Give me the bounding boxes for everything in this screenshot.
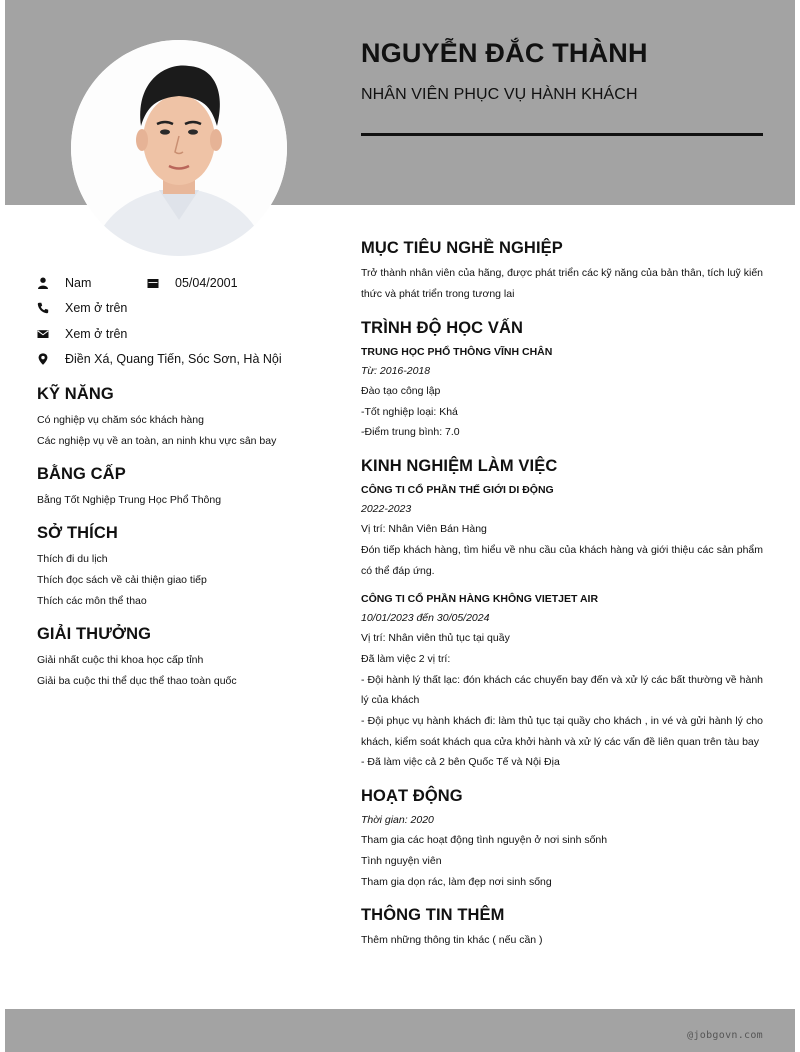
contact-row-phone bbox=[37, 296, 327, 322]
left-column bbox=[37, 270, 327, 692]
person-icon bbox=[37, 277, 49, 289]
right-column bbox=[361, 239, 763, 965]
job-line: - Đã làm việc cả 2 bên Quốc Tế và Nội Địa bbox=[361, 756, 560, 769]
skills-title: KỸ NĂNG bbox=[37, 385, 114, 403]
calendar-icon bbox=[147, 277, 159, 289]
activity-line: Tham gia dọn rác, làm đẹp nơi sinh sống bbox=[361, 875, 552, 888]
extra-section bbox=[361, 906, 763, 951]
address-value: Điền Xá, Quang Tiến, Sóc Sơn, Hà Nội bbox=[65, 352, 282, 367]
awards-title: GIẢI THƯỞNG bbox=[37, 625, 152, 643]
birthday-value: 05/04/2001 bbox=[175, 275, 238, 290]
school-name: TRUNG HỌC PHỔ THÔNG VĨNH CHÂN bbox=[361, 346, 553, 358]
certificate-item: Bằng Tốt Nghiệp Trung Học Phổ Thông bbox=[37, 494, 222, 506]
objective-section bbox=[361, 239, 763, 305]
certificates-title: BẰNG CẤP bbox=[37, 465, 126, 483]
objective-title: MỤC TIÊU NGHỀ NGHIỆP bbox=[361, 239, 563, 257]
award-item: Giải nhất cuộc thi khoa học cấp tỉnh bbox=[37, 654, 204, 666]
education-line: -Điểm trung bình: 7.0 bbox=[361, 426, 460, 439]
skill-item: Có nghiệp vụ chăm sóc khách hàng bbox=[37, 414, 204, 426]
education-period: Từ: 2016-2018 bbox=[361, 365, 431, 377]
hobbies-section bbox=[37, 524, 327, 612]
job-line: - Đội phục vụ hành khách đi: làm thủ tục tại quầy cho khách , in vé và gửi hành lý cho khách, kiểm soát khách qua cửa khởi hành và xử lý các vấn đề liên quan trên tàu bay bbox=[361, 715, 763, 748]
footer-band bbox=[5, 1009, 795, 1052]
skills-section bbox=[37, 385, 327, 452]
certificates-section bbox=[37, 465, 327, 511]
experience-section bbox=[361, 457, 763, 773]
phone-icon bbox=[37, 302, 49, 314]
email-value: Xem ở trên bbox=[65, 326, 128, 341]
contact-row-email bbox=[37, 321, 327, 347]
activities-section bbox=[361, 787, 763, 892]
hobby-item: Thích đọc sách về cải thiện giao tiếp bbox=[37, 574, 207, 586]
contact-row-gender-birthday bbox=[37, 270, 327, 296]
award-item: Giải ba cuộc thi thể dục thể thao toàn quốc bbox=[37, 675, 237, 687]
activities-title: HOẠT ĐỘNG bbox=[361, 787, 463, 806]
candidate-name: NGUYỄN ĐẮC THÀNH bbox=[361, 38, 648, 68]
skill-item: Các nghiệp vụ về an toàn, an ninh khu vực sân bay bbox=[37, 435, 277, 447]
envelope-icon bbox=[37, 328, 49, 340]
education-line: -Tốt nghiệp loại: Khá bbox=[361, 405, 458, 418]
footer-credit[interactable]: @jobgovn.com bbox=[687, 1030, 763, 1041]
job-line: Vị trí: Nhân Viên Bán Hàng bbox=[361, 523, 487, 536]
hobby-item: Thích đi du lịch bbox=[37, 553, 108, 565]
job-company: CÔNG TI CỔ PHẦN HÀNG KHÔNG VIETJET AIR bbox=[361, 593, 599, 606]
activities-period: Thời gian: 2020 bbox=[361, 814, 434, 827]
map-pin-icon bbox=[37, 353, 49, 365]
activity-line: Tình nguyện viên bbox=[361, 854, 442, 867]
candidate-role: NHÂN VIÊN PHỤC VỤ HÀNH KHÁCH bbox=[361, 86, 638, 103]
hobbies-title: SỞ THÍCH bbox=[37, 524, 118, 542]
job-line: Đón tiếp khách hàng, tìm hiểu về nhu cầu của khách hàng và giới thiệu các sản phẩm có thể đáp ứng. bbox=[361, 543, 763, 577]
activity-line: Tham gia các hoạt động tình nguyện ở nơi sinh sốnh bbox=[361, 834, 608, 847]
portrait-illustration bbox=[71, 40, 287, 256]
gender-value: Nam bbox=[65, 275, 92, 290]
job-spacer bbox=[361, 581, 763, 590]
contact-row-address bbox=[37, 347, 327, 373]
phone-value: Xem ở trên bbox=[65, 301, 128, 316]
job-company: CÔNG TI CỔ PHẦN THẾ GIỚI DI ĐỘNG bbox=[361, 484, 554, 497]
education-title: TRÌNH ĐỘ HỌC VẤN bbox=[361, 319, 524, 337]
education-section bbox=[361, 319, 763, 443]
job-line: Vị trí: Nhân viên thủ tục tại quầy bbox=[361, 632, 510, 645]
experience-title: KINH NGHIỆM LÀM VIỆC bbox=[361, 457, 558, 476]
job-period: 10/01/2023 đến 30/05/2024 bbox=[361, 612, 490, 625]
awards-section bbox=[37, 625, 327, 692]
extra-title: THÔNG TIN THÊM bbox=[361, 906, 505, 925]
job-line: - Đội hành lý thất lạc: đón khách các chuyến bay đến và xử lý các bất thường về hành lý của khách bbox=[361, 673, 763, 707]
hobby-item: Thích các môn thể thao bbox=[37, 595, 147, 607]
extra-text: Thêm những thông tin khác ( nếu cần ) bbox=[361, 934, 543, 947]
profile-photo bbox=[71, 40, 287, 256]
job-period: 2022-2023 bbox=[361, 503, 412, 516]
header-divider bbox=[361, 133, 763, 136]
job-line: Đã làm việc 2 vị trí: bbox=[361, 652, 451, 665]
education-line: Đào tạo công lập bbox=[361, 385, 441, 397]
objective-text: Trở thành nhân viên của hãng, được phát triển các kỹ năng của bản thân, tích luỹ kiến thức và phát triển trong tương lai bbox=[361, 267, 763, 300]
